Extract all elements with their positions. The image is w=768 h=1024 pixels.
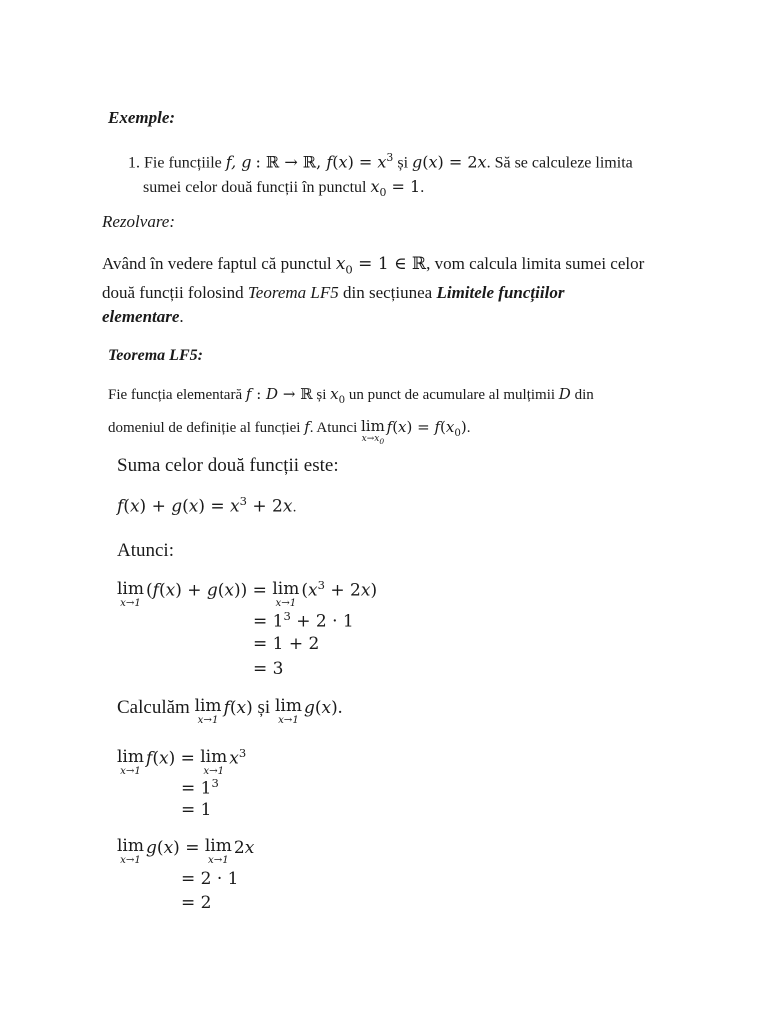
heading-solution: Rezolvare: [102,212,176,231]
example-1 [128,146,633,206]
example-number: 1. [128,154,140,172]
solution-paragraph: Având în vedere faptul că punctul $x_0 = 1$ ∈ ℝ, vom calcula limita sumei celor două funcții folosind Teorema LF5 din secțiunea Limitele funcțiilor elementare. [102,254,645,327]
theorem-statement: Fie funcția elementară f : D → ℝ și $x_0$ un punct de acumulare al mulțimii D din domeniul de definiție al funcției f. Atunci lim $x\to x_0$ $f(x) = f(x_0)$. [108,385,594,446]
example-text: . Să se calculeze limita [486,154,633,172]
heading-theorem: Teorema LF5: [108,347,203,364]
limit-f-line-2: = $1^3$ [181,776,219,799]
math-expression: f, g [225,152,252,172]
limit-sum-line-2: = $1^3 + 2 \cdot 1$ [253,609,354,632]
sum-formula: $f(x) + g(x) = x^3 + 2x$. [117,494,297,517]
sum-intro: Suma celor două funcții este: [117,455,339,476]
limit-sum-line-1: lim x→1 (f(x) + g(x)) = lim x→1 $(x^3 + 2x)$ [117,578,378,609]
limit-f-line-1: lim x→1 f(x) = lim x→1 $x^3$ [117,746,247,777]
calc-limits-intro: Calculăm lim x→1 f(x) și lim x→1 g(x). [117,696,343,727]
section-reference-cont: elementare [102,307,180,327]
limit-sum-line-4: = 3 [253,659,284,679]
then-label: Atunci: [117,540,174,561]
example-1-line-1: 1. Fie funcțiile f, g : ℝ → ℝ, $f(x) = x^3$ și g(x) = 2x. Să se calculeze limita [128,151,633,172]
section-reference: Limitele funcțiilor [436,283,565,303]
example-1-line-2: sumei celor două funcții în punctul $x_0 = 1$. [143,177,425,200]
theorem-reference: Teorema LF5 [247,283,339,303]
limit-sum-line-3: = 1 + 2 [253,634,320,654]
limit-f-line-3: = 1 [181,800,212,820]
heading-examples: Exemple: [108,108,176,127]
limit-g-line-2: = 2 · 1 [181,869,239,889]
limit-g-line-1: lim x→1 g(x) = lim x→1 2x [117,836,255,867]
limit-g-line-3: = 2 [181,893,212,913]
example-text: sumei celor două funcții în punctul [143,179,367,197]
example-text: Fie funcțiile [144,154,222,172]
example-text: și [397,154,409,172]
